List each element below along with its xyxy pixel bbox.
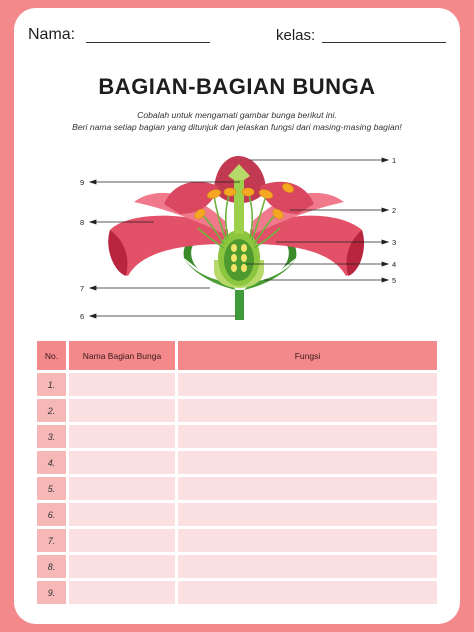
left-sepal-tip xyxy=(184,243,202,272)
row-number: 6. xyxy=(37,503,66,526)
nama-bagian-cell[interactable] xyxy=(69,555,175,578)
table-row xyxy=(37,555,437,578)
nama-bagian-cell[interactable] xyxy=(69,581,175,604)
row-number: 9. xyxy=(37,581,66,604)
ovule xyxy=(231,264,237,272)
fungsi-cell[interactable] xyxy=(178,529,437,552)
label-1: 1 xyxy=(392,156,397,165)
table-row xyxy=(37,581,437,604)
row-number: 4. xyxy=(37,451,66,474)
page-title: BAGIAN-BAGIAN BUNGA xyxy=(98,74,376,99)
fungsi-cell[interactable] xyxy=(178,503,437,526)
label-3: 3 xyxy=(392,238,397,247)
nama-label: Nama: xyxy=(28,26,76,43)
row-number: 1. xyxy=(37,373,66,396)
ovule xyxy=(241,254,247,262)
label-8: 8 xyxy=(80,218,85,227)
flower-diagram xyxy=(14,8,460,338)
instruction-line-2: Beri nama setiap bagian yang ditunjuk dan jelaskan fungsi dari masing-masing bagian! xyxy=(72,122,402,132)
instruction-line-1: Cobalah untuk mengamati gambar bunga berikut ini. xyxy=(137,110,337,120)
flower-stem xyxy=(235,290,244,320)
row-number: 8. xyxy=(37,555,66,578)
table-row xyxy=(37,503,437,526)
table-row xyxy=(37,529,437,552)
ovary-inner xyxy=(224,239,254,281)
table-row xyxy=(37,451,437,474)
fungsi-cell[interactable] xyxy=(178,477,437,500)
ovule xyxy=(231,244,237,252)
label-4: 4 xyxy=(392,260,397,269)
label-2: 2 xyxy=(392,206,397,215)
header-no: No. xyxy=(37,341,66,370)
table-row xyxy=(37,373,437,396)
label-6: 6 xyxy=(80,312,85,321)
style xyxy=(234,178,244,234)
nama-bagian-cell[interactable] xyxy=(69,451,175,474)
fungsi-cell[interactable] xyxy=(178,555,437,578)
nama-bagian-cell[interactable] xyxy=(69,529,175,552)
row-number: 2. xyxy=(37,399,66,422)
fungsi-cell[interactable] xyxy=(178,451,437,474)
table-row xyxy=(37,399,437,422)
label-9: 9 xyxy=(80,178,85,187)
header-fungsi: Fungsi xyxy=(178,341,437,370)
worksheet xyxy=(14,8,460,624)
ovule xyxy=(241,244,247,252)
table-row xyxy=(37,477,437,500)
label-5: 5 xyxy=(392,276,397,285)
fungsi-cell[interactable] xyxy=(178,425,437,448)
nama-bagian-cell[interactable] xyxy=(69,399,175,422)
fungsi-cell[interactable] xyxy=(178,399,437,422)
nama-bagian-cell[interactable] xyxy=(69,373,175,396)
nama-bagian-cell[interactable] xyxy=(69,477,175,500)
ovule xyxy=(241,264,247,272)
row-number: 7. xyxy=(37,529,66,552)
fungsi-cell[interactable] xyxy=(178,581,437,604)
table-row xyxy=(37,425,437,448)
nama-bagian-cell[interactable] xyxy=(69,503,175,526)
ovule xyxy=(231,254,237,262)
answer-table xyxy=(34,338,440,607)
fungsi-cell[interactable] xyxy=(178,373,437,396)
label-7: 7 xyxy=(80,284,85,293)
row-number: 5. xyxy=(37,477,66,500)
kelas-label: kelas: xyxy=(276,27,316,44)
nama-bagian-cell[interactable] xyxy=(69,425,175,448)
row-number: 3. xyxy=(37,425,66,448)
header-nama-bagian: Nama Bagian Bunga xyxy=(69,341,175,370)
